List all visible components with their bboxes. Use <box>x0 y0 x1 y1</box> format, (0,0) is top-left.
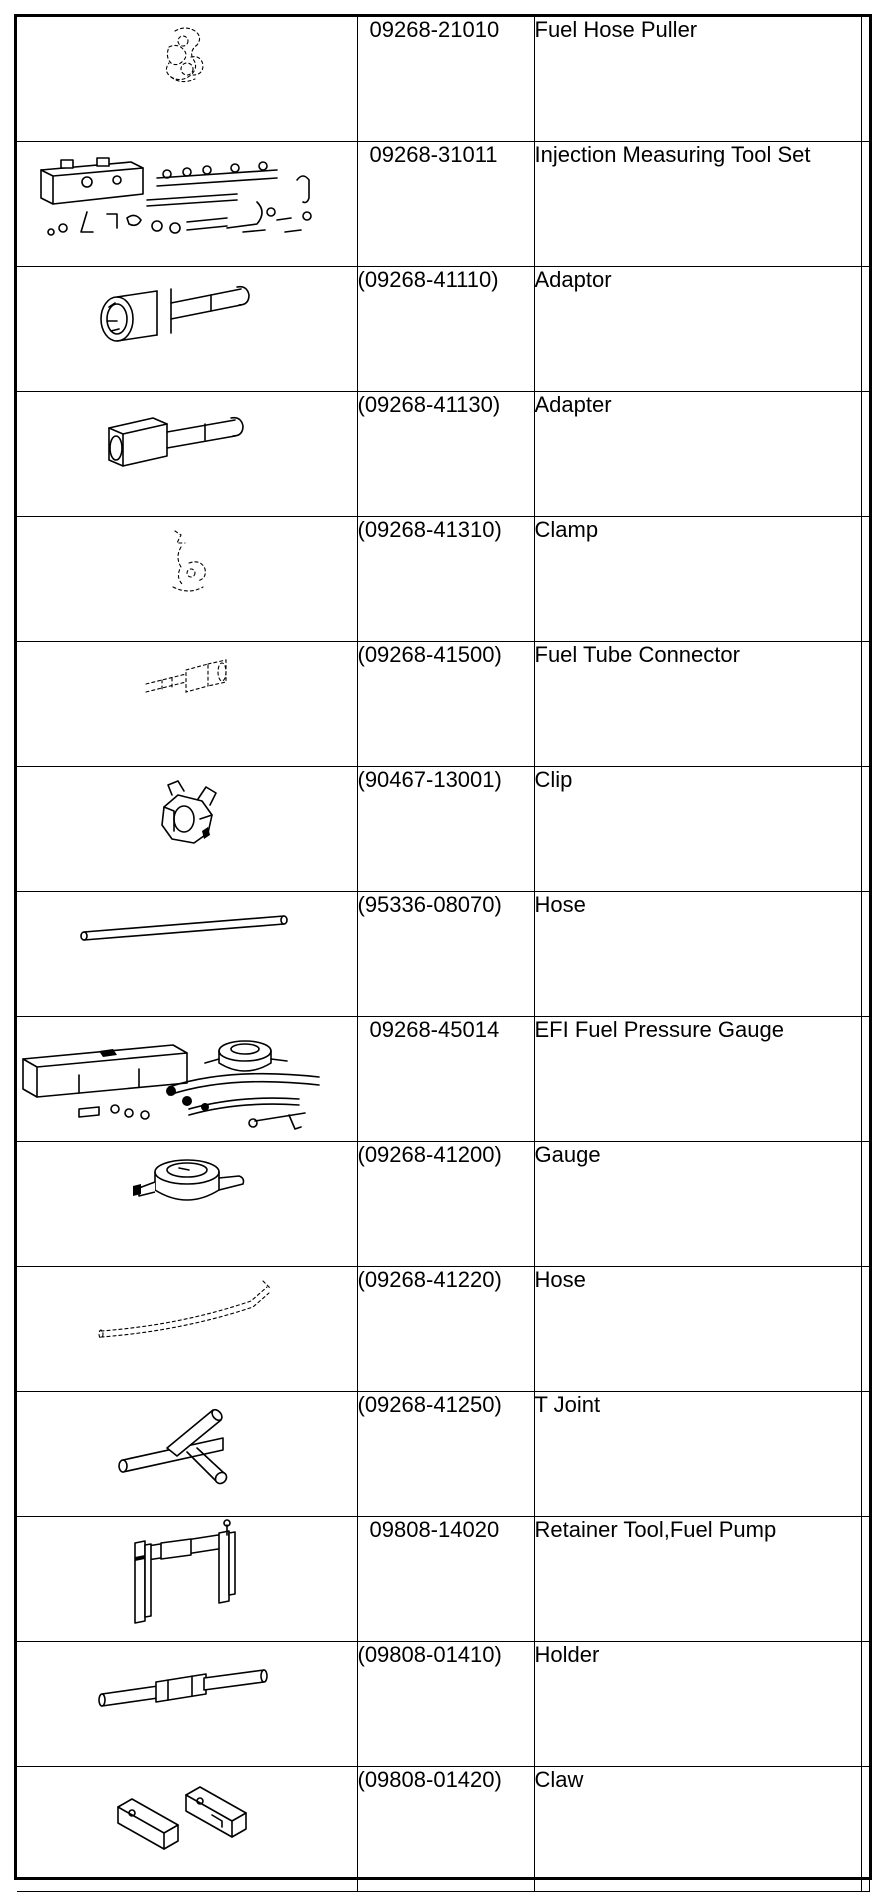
injection-measuring-tool-set-icon <box>27 142 347 252</box>
part-number: 09268-21010 <box>357 17 534 142</box>
table-row <box>17 267 869 392</box>
holder-icon <box>92 1642 282 1722</box>
tool-illustration-cell <box>17 392 357 517</box>
tool-illustration-cell <box>17 1392 357 1517</box>
part-number: (09268-41310) <box>357 517 534 642</box>
part-number: (90467-13001) <box>357 767 534 892</box>
blank-cell <box>861 392 869 517</box>
blank-cell <box>861 1517 869 1642</box>
blank-cell <box>861 1017 869 1142</box>
tool-name: Fuel Tube Connector <box>534 642 861 767</box>
tool-name: Clamp <box>534 517 861 642</box>
table-row <box>17 892 869 1017</box>
table-row <box>17 1267 869 1392</box>
tool-name: Injection Measuring Tool Set <box>534 142 861 267</box>
part-number: (09268-41200) <box>357 1142 534 1267</box>
tool-name: Claw <box>534 1767 861 1892</box>
blank-cell <box>861 267 869 392</box>
blank-cell <box>861 17 869 142</box>
tool-name: Hose <box>534 892 861 1017</box>
table-row <box>17 1392 869 1517</box>
blank-cell <box>861 892 869 1017</box>
clip-icon <box>142 767 232 857</box>
part-number: (09268-41220) <box>357 1267 534 1392</box>
tool-illustration-cell <box>17 1767 357 1892</box>
table-row <box>17 1017 869 1142</box>
tool-illustration-cell <box>17 17 357 142</box>
blank-cell <box>861 1267 869 1392</box>
fuel-tube-connector-icon <box>132 642 242 702</box>
tool-name: Retainer Tool,Fuel Pump <box>534 1517 861 1642</box>
table-row <box>17 517 869 642</box>
part-number: (95336-08070) <box>357 892 534 1017</box>
part-number: 09268-31011 <box>357 142 534 267</box>
tool-name: T Joint <box>534 1392 861 1517</box>
table-row <box>17 1142 869 1267</box>
blank-cell <box>861 1642 869 1767</box>
adaptor-icon <box>87 267 287 357</box>
table-row <box>17 1767 869 1892</box>
table-row <box>17 392 869 517</box>
part-number: 09808-14020 <box>357 1517 534 1642</box>
table-row <box>17 1517 869 1642</box>
claw-icon <box>102 1767 272 1857</box>
part-number: (09268-41130) <box>357 392 534 517</box>
t-joint-icon <box>107 1392 267 1492</box>
hose-icon <box>72 892 302 952</box>
tool-name: Adapter <box>534 392 861 517</box>
tool-illustration-cell <box>17 1142 357 1267</box>
tool-illustration-cell <box>17 267 357 392</box>
blank-cell <box>861 642 869 767</box>
tool-name: Hose <box>534 1267 861 1392</box>
part-number: 09268-45014 <box>357 1017 534 1142</box>
blank-cell <box>861 1142 869 1267</box>
blank-cell <box>861 1392 869 1517</box>
blank-cell <box>861 767 869 892</box>
blank-cell <box>861 1767 869 1892</box>
efi-fuel-pressure-gauge-icon <box>19 1017 355 1137</box>
table-row <box>17 767 869 892</box>
part-number: (09268-41250) <box>357 1392 534 1517</box>
tool-illustration-cell <box>17 1267 357 1392</box>
part-number: (09268-41110) <box>357 267 534 392</box>
table-row <box>17 642 869 767</box>
tool-table-frame <box>14 14 872 1880</box>
part-number: (09808-01420) <box>357 1767 534 1892</box>
tool-name: Adaptor <box>534 267 861 392</box>
tool-illustration-cell <box>17 142 357 267</box>
hose-icon <box>87 1267 287 1347</box>
special-service-tools-table <box>17 17 870 1892</box>
tool-name: EFI Fuel Pressure Gauge <box>534 1017 861 1142</box>
tool-illustration-cell <box>17 1017 357 1142</box>
clamp-icon <box>147 517 227 607</box>
tool-name: Clip <box>534 767 861 892</box>
table-row <box>17 142 869 267</box>
part-number: (09268-41500) <box>357 642 534 767</box>
gauge-icon <box>117 1142 257 1232</box>
table-row <box>17 17 869 142</box>
table-row <box>17 1642 869 1767</box>
part-number: (09808-01410) <box>357 1642 534 1767</box>
tool-illustration-cell <box>17 642 357 767</box>
tool-illustration-cell <box>17 892 357 1017</box>
tool-name: Holder <box>534 1642 861 1767</box>
fuel-hose-puller-icon <box>147 17 227 97</box>
blank-cell <box>861 517 869 642</box>
blank-cell <box>861 142 869 267</box>
retainer-tool-icon <box>107 1517 267 1627</box>
tool-illustration-cell <box>17 1517 357 1642</box>
tool-illustration-cell <box>17 1642 357 1767</box>
tool-name: Fuel Hose Puller <box>534 17 861 142</box>
tool-illustration-cell <box>17 517 357 642</box>
tool-name: Gauge <box>534 1142 861 1267</box>
tool-illustration-cell <box>17 767 357 892</box>
adapter-icon <box>87 392 287 482</box>
